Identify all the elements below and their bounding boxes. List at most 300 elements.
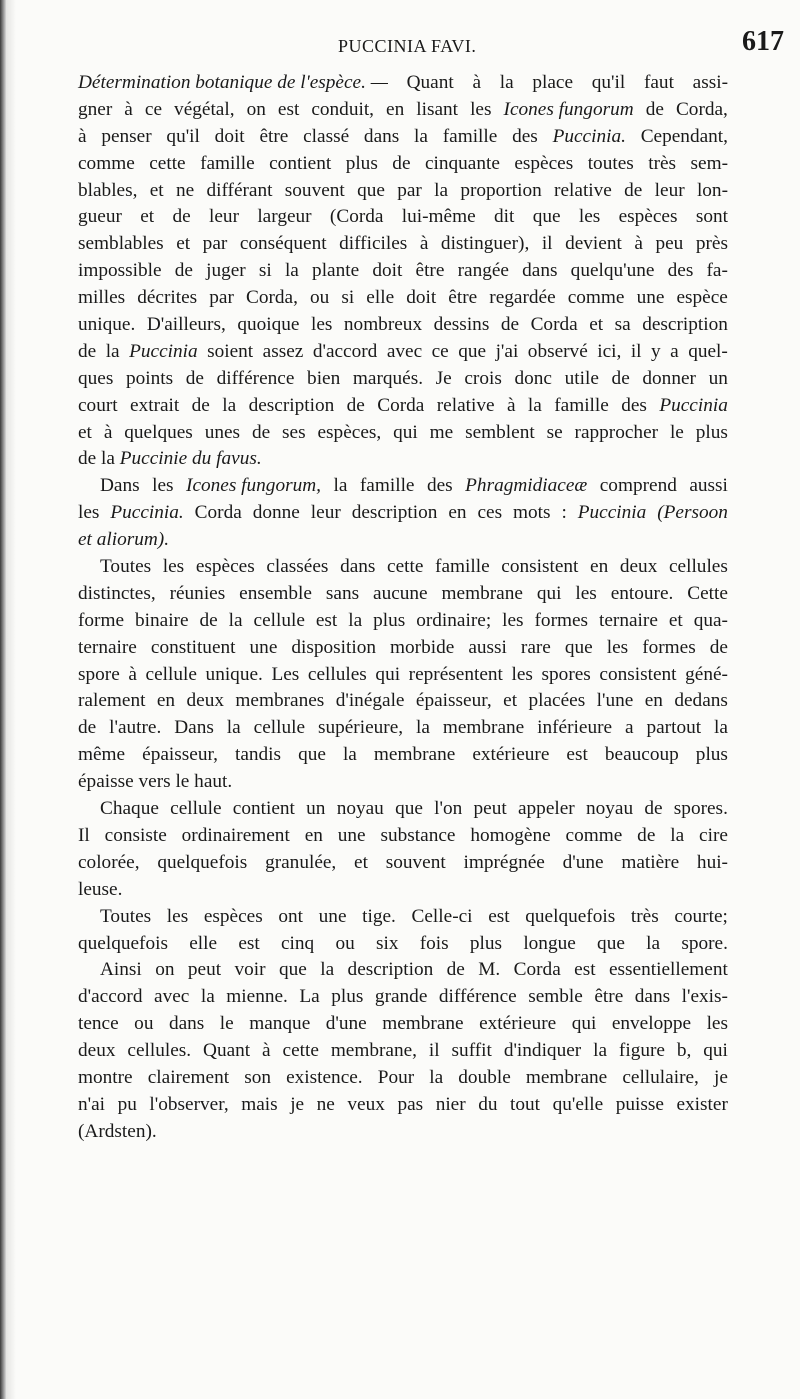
text-word: six	[375, 932, 399, 954]
text-word: que	[357, 179, 385, 201]
text-line	[78, 662, 728, 689]
text-word: de	[624, 179, 643, 201]
text-word: la	[228, 609, 243, 631]
text-word: ces	[477, 502, 503, 524]
text-word: ne	[175, 179, 195, 201]
text-word: cellules.	[127, 1040, 192, 1062]
text-line	[78, 1065, 728, 1092]
text-word: conséquent	[239, 233, 327, 255]
text-word: j'ai	[495, 340, 519, 362]
text-word: un	[306, 798, 326, 820]
text-word: de	[191, 394, 210, 416]
text-word: les	[166, 905, 189, 927]
text-word: description	[642, 314, 728, 336]
text-word: manque	[249, 1013, 311, 1035]
text-word: dans	[168, 1013, 205, 1035]
text-word: soient	[207, 340, 254, 362]
text-word: est	[574, 959, 596, 981]
text-word: est	[277, 98, 300, 120]
text-word: famille	[359, 475, 415, 497]
text-word: la	[222, 394, 237, 416]
text-word: membrane	[382, 1013, 464, 1035]
text-line	[78, 1011, 728, 1038]
text-word: nombreux	[343, 314, 423, 336]
text-line	[78, 850, 728, 877]
text-word: une	[249, 636, 278, 658]
text-line	[78, 97, 728, 124]
text-word: (Corda	[329, 206, 384, 228]
text-word: la	[284, 260, 299, 282]
page-header	[0, 24, 800, 64]
text-word: à	[506, 394, 516, 416]
text-word: fa-	[706, 260, 728, 282]
text-word: quelquefois	[525, 905, 616, 927]
text-word: dans	[340, 556, 376, 578]
text-word: formes	[642, 636, 696, 658]
text-word: Corda,	[245, 287, 298, 309]
text-word: décrites	[137, 287, 198, 309]
text-word: description	[351, 502, 438, 524]
text-word: a	[670, 340, 679, 362]
text-word: spores	[541, 663, 591, 685]
text-word: et	[140, 206, 155, 228]
text-word: ses	[282, 421, 306, 443]
text-word: de	[446, 959, 465, 981]
text-word: de	[172, 206, 191, 228]
text-word: dans	[634, 986, 671, 1008]
text-word: épaisse vers le haut.	[78, 771, 233, 793]
text-word: quoique	[237, 314, 300, 336]
text-word: à	[128, 663, 137, 685]
text-word: peut	[187, 959, 222, 981]
text-word: contient	[232, 798, 295, 820]
text-word: ou	[335, 932, 355, 954]
text-word: qui	[703, 1040, 728, 1062]
text-word: Icones fungorum	[503, 98, 634, 120]
text-word: réunies	[169, 582, 226, 604]
text-word: blables,	[78, 179, 138, 201]
text-word: lui-même	[401, 206, 476, 228]
text-word: points	[125, 367, 174, 389]
text-word: leuse.	[78, 878, 123, 900]
text-word: une	[337, 824, 366, 846]
text-word: Je	[435, 367, 452, 389]
text-line	[78, 1119, 728, 1146]
text-word: homogène	[470, 824, 551, 846]
text-word: et	[176, 233, 191, 255]
text-word: voir	[234, 959, 266, 981]
text-word: essentiellement	[608, 959, 728, 981]
text-word: peu	[655, 233, 684, 255]
text-word: de	[78, 717, 97, 739]
text-word: dans	[363, 125, 400, 147]
text-word: l'autre.	[109, 717, 162, 739]
text-word: figure	[618, 1040, 665, 1062]
text-word: que	[298, 744, 326, 766]
text-word: différant	[206, 179, 273, 201]
text-word: famille	[442, 125, 498, 147]
text-word: de	[644, 798, 663, 820]
text-word: enveloppe	[611, 1013, 692, 1035]
text-word: donne	[252, 502, 300, 524]
text-word: famille	[200, 152, 255, 174]
text-word: cinquante	[424, 152, 500, 174]
text-word: les	[78, 502, 100, 524]
text-word: d'une	[562, 851, 604, 873]
text-word: aucune	[373, 582, 428, 604]
text-word: d'accord	[78, 986, 143, 1008]
text-word: ont	[278, 905, 304, 927]
text-word: ques	[78, 367, 114, 389]
text-word: Puccinia.	[552, 125, 626, 147]
text-word: on	[246, 98, 266, 120]
text-word: veux	[347, 1093, 385, 1115]
text-word: M.	[478, 959, 501, 981]
text-word: famille	[554, 394, 609, 416]
text-word: membranes	[235, 690, 325, 712]
text-word: conduit,	[311, 98, 374, 120]
text-word: l'exis-	[681, 986, 728, 1008]
text-word: la	[434, 179, 449, 201]
text-word: observé	[527, 340, 588, 362]
text-word: rangée	[457, 260, 509, 282]
text-word: être	[259, 125, 289, 147]
text-word: se	[546, 421, 563, 443]
text-word: même	[78, 744, 126, 766]
text-word: nier	[435, 1093, 466, 1115]
book-gutter	[6, 0, 16, 1399]
text-word: unes	[204, 421, 241, 443]
text-word: Puccinia	[129, 340, 198, 362]
text-word: spore	[78, 663, 120, 685]
text-line	[78, 796, 728, 823]
text-word: des	[667, 260, 694, 282]
text-word: qua-	[693, 609, 728, 631]
text-word: extérieure	[479, 1013, 557, 1035]
text-word: membrane,	[330, 1040, 418, 1062]
text-word: du	[478, 1093, 498, 1115]
text-word: l'une	[596, 690, 634, 712]
text-word: est	[566, 744, 588, 766]
text-word: membrane	[441, 582, 523, 604]
text-word: que	[278, 959, 307, 981]
text-word: ce	[431, 340, 449, 362]
text-word: pas	[397, 1093, 424, 1115]
text-word: de	[709, 636, 728, 658]
text-word: appeler	[517, 798, 575, 820]
text-word: deux	[619, 556, 658, 578]
text-word: b,	[676, 1040, 692, 1062]
text-word: les	[575, 582, 597, 604]
text-word: la	[320, 959, 335, 981]
text-word: quelquefois	[157, 851, 248, 873]
text-word: classé	[303, 125, 350, 147]
text-word: substance	[380, 824, 456, 846]
text-word: supérieure,	[317, 717, 404, 739]
text-word: les	[706, 1013, 728, 1035]
text-word: mienne.	[226, 986, 288, 1008]
text-word: a	[625, 717, 634, 739]
text-word: et	[668, 609, 683, 631]
text-word: espèces	[195, 556, 255, 578]
text-word: utile	[564, 367, 599, 389]
text-word: faut	[643, 72, 674, 93]
text-word: que	[458, 340, 487, 362]
text-word: de	[645, 98, 664, 120]
text-word: donc	[514, 367, 552, 389]
text-word: mais	[241, 1093, 278, 1115]
text-word: la	[714, 717, 728, 739]
text-word: comme	[565, 824, 623, 846]
text-word: qu'il	[166, 125, 200, 147]
text-line	[78, 904, 728, 931]
text-word: de	[637, 824, 656, 846]
text-word: D'ailleurs,	[146, 314, 226, 336]
text-word: d'une	[325, 1013, 367, 1035]
text-word: que	[395, 798, 423, 820]
text-word: regardée	[489, 287, 556, 309]
text-word: être	[594, 986, 624, 1008]
text-word: tige.	[362, 905, 396, 927]
text-word: de	[346, 394, 365, 416]
text-word: qui	[571, 1013, 597, 1035]
text-word: on	[155, 959, 175, 981]
text-word: proportion	[460, 179, 542, 201]
text-word: pu	[117, 1093, 137, 1115]
text-word: classées	[266, 556, 329, 578]
text-word: que	[532, 206, 561, 228]
text-word: aussi	[468, 636, 507, 658]
text-word: Pour	[377, 1066, 415, 1088]
text-word: des	[621, 394, 647, 416]
text-word: juger	[206, 260, 246, 282]
text-word: ternaire	[78, 636, 137, 658]
text-word: et	[503, 690, 518, 712]
text-word: être	[448, 287, 478, 309]
text-word: gner	[78, 98, 113, 120]
text-word: sem-	[690, 152, 728, 174]
text-word: la	[200, 986, 215, 1008]
text-word: la	[646, 932, 661, 954]
text-word: très	[630, 905, 659, 927]
text-word: avec	[154, 986, 190, 1008]
text-word: différence	[438, 986, 517, 1008]
text-line	[78, 823, 728, 850]
text-word: Les	[271, 663, 300, 685]
text-word: sont	[695, 206, 728, 228]
text-word: souvent	[385, 851, 446, 873]
text-word: relative	[554, 179, 612, 201]
text-word: des	[426, 475, 453, 497]
text-word: en	[304, 824, 323, 846]
text-word: par	[209, 287, 234, 309]
text-word: tence	[78, 1013, 119, 1035]
text-word: sa	[614, 314, 631, 336]
text-word: le	[669, 421, 684, 443]
text-word: grande	[374, 986, 428, 1008]
text-line	[78, 742, 728, 769]
text-word: les	[578, 206, 601, 228]
text-word: cellule	[145, 663, 197, 685]
text-word: d'accord	[312, 340, 378, 362]
text-word: Phragmidiaceæ	[465, 475, 588, 497]
text-word: membrane	[525, 1066, 608, 1088]
text-word: spore.	[681, 932, 728, 954]
text-word: la	[342, 744, 357, 766]
text-word: milles	[78, 287, 126, 309]
text-word: les	[470, 98, 492, 120]
text-word: consistent	[501, 556, 579, 578]
text-line	[78, 285, 728, 312]
text-word: l'on	[434, 798, 463, 820]
text-word: placées	[528, 690, 586, 712]
text-word: qui	[375, 663, 401, 685]
text-line	[78, 931, 728, 958]
text-word: (Ardsten).	[78, 1120, 157, 1142]
text-word: sans	[325, 582, 360, 604]
text-word: il	[541, 233, 553, 255]
text-word: ensemble	[239, 582, 312, 604]
text-word: le	[219, 1013, 234, 1035]
text-word: cette	[149, 152, 186, 174]
text-word: la	[416, 717, 430, 739]
text-word: binaire	[135, 609, 189, 631]
text-line	[78, 124, 728, 151]
text-word: donner	[642, 367, 696, 389]
text-word: inférieure	[537, 717, 613, 739]
text-word: extérieure	[472, 744, 550, 766]
text-word: Icones fungorum,	[186, 475, 321, 497]
text-word: y	[651, 340, 661, 362]
text-word: Chaque	[100, 798, 159, 820]
text-word: cellules	[307, 663, 367, 685]
text-word: représentent	[408, 663, 503, 685]
text-word: suffit	[451, 1040, 492, 1062]
text-word: la	[593, 1040, 608, 1062]
text-word: puisse	[615, 1093, 664, 1115]
text-word: épaisseur,	[415, 690, 492, 712]
text-word: qu'elle	[552, 1093, 604, 1115]
text-word: aussi	[689, 475, 728, 497]
text-word: partout	[646, 717, 702, 739]
text-word: cellule	[253, 609, 305, 631]
text-word: à	[78, 125, 87, 147]
text-word: imprégnée	[463, 851, 545, 873]
text-word: clairement	[147, 1066, 230, 1088]
text-word: la	[414, 125, 428, 147]
text-line	[78, 769, 728, 796]
text-word: en	[156, 690, 176, 712]
text-word: cellule	[170, 798, 222, 820]
text-word: tandis	[234, 744, 282, 766]
text-word: plus	[695, 744, 728, 766]
text-line	[78, 178, 728, 205]
text-word: Toutes	[100, 556, 152, 578]
text-word: spores.	[673, 798, 728, 820]
text-word: espèces	[514, 152, 574, 174]
text-line	[78, 715, 728, 742]
text-word: Puccinia	[577, 502, 647, 524]
text-word: bien	[307, 367, 341, 389]
text-word: crois	[464, 367, 502, 389]
text-word: de	[78, 340, 97, 362]
text-word: n'ai	[78, 1093, 106, 1115]
text-word: à	[634, 233, 643, 255]
text-word: est	[488, 905, 510, 927]
text-word: Celle-ci	[411, 905, 473, 927]
text-word: en	[386, 98, 405, 120]
text-line	[78, 473, 728, 500]
text-word: cire	[699, 824, 728, 846]
text-word: Corda	[530, 314, 578, 336]
text-word: distinguer),	[440, 233, 530, 255]
text-word: de	[199, 609, 218, 631]
text-word: je	[713, 1066, 728, 1088]
text-line	[78, 231, 728, 258]
text-word: me	[429, 421, 454, 443]
text-word: dans	[522, 260, 558, 282]
text-word: membrane	[373, 744, 456, 766]
text-word: la	[670, 824, 685, 846]
text-word: la	[105, 340, 120, 362]
text-word: et	[589, 314, 604, 336]
text-word: mots	[513, 502, 551, 524]
text-word: formes	[534, 609, 589, 631]
text-line	[78, 554, 728, 581]
text-word: la	[499, 72, 514, 93]
text-word: largeur	[257, 206, 312, 228]
text-word: Puccinia.	[110, 502, 184, 524]
text-word: avec	[386, 340, 423, 362]
text-line	[78, 70, 728, 97]
text-word: géné-	[685, 663, 728, 685]
text-word: consiste	[104, 824, 167, 846]
text-line	[78, 312, 728, 339]
text-word: assez	[262, 340, 304, 362]
text-word: constituent	[150, 636, 236, 658]
text-word: forme	[78, 609, 125, 631]
text-word: granulée,	[265, 851, 337, 873]
text-word: un	[708, 367, 728, 389]
text-word: contient	[269, 152, 332, 174]
text-word: deux	[186, 690, 224, 712]
text-word: qui	[536, 582, 562, 604]
text-word: espèces	[618, 206, 678, 228]
text-word: leur	[654, 179, 685, 201]
text-line	[78, 688, 728, 715]
text-word: et	[354, 851, 368, 873]
text-word: impossible	[78, 260, 162, 282]
text-word: et	[78, 421, 92, 443]
text-word: cellules	[668, 556, 728, 578]
text-line	[78, 258, 728, 285]
text-word: Corda	[194, 502, 242, 524]
text-word: différence	[216, 367, 295, 389]
text-word: plus	[695, 421, 728, 443]
text-word: distinctes,	[78, 582, 156, 604]
text-word: relative	[436, 394, 495, 416]
text-word: ce	[144, 98, 163, 120]
text-word: Quant	[406, 72, 454, 93]
text-word: gueur	[78, 206, 122, 228]
text-word: ou	[134, 1013, 154, 1035]
text-line	[78, 393, 728, 420]
text-line	[78, 339, 728, 366]
text-word: devient	[565, 233, 622, 255]
text-word: cellule	[253, 717, 306, 739]
text-word: plante	[312, 260, 360, 282]
text-word: il	[630, 340, 642, 362]
